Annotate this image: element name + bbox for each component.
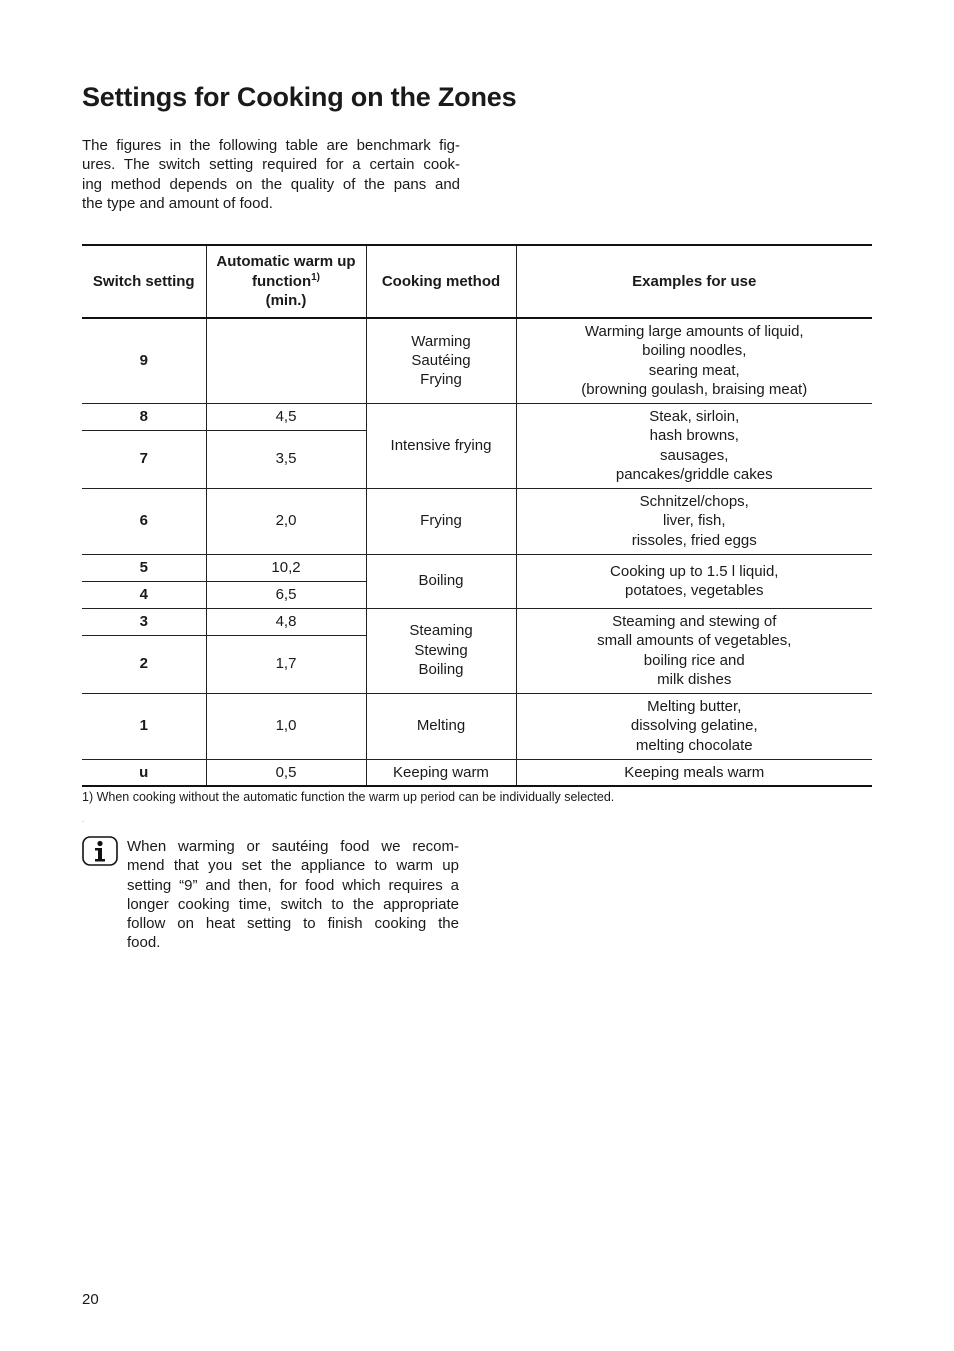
page-number: 20 [82,1291,99,1308]
intro-line: ing method depends on the quality of the pans and [82,175,460,193]
note-line: mend that you set the appliance to warm up [127,857,459,875]
table-footnote: 1) When cooking without the automatic function the warm up period can be individually selected. [82,790,615,804]
example-line: rissoles, fried eggs [631,531,757,549]
intro-line: the type and amount of food. [82,195,273,213]
example-line: sausages, [660,446,729,464]
header-switch-setting: Switch setting [82,245,206,318]
header-automatic-warm-up [206,245,366,318]
example-line: Warming large amounts of liquid, [584,322,804,340]
warm-up-cell: 4,5 [206,403,366,430]
examples-cell [516,403,872,488]
table-row [82,318,872,403]
switch-setting-cell: 2 [82,635,206,693]
cooking-method-cell [366,403,516,488]
note-line: follow on heat setting to finish cooking the [127,915,459,933]
cooking-settings-table [82,244,872,787]
method-line: Stewing [414,641,468,659]
examples-cell [516,759,872,786]
switch-setting-cell: 7 [82,430,206,488]
method-line: Sautéing [411,352,471,370]
method-line: Keeping warm [393,763,489,781]
warm-up-cell: 4,8 [206,608,366,635]
examples-cell [516,693,872,759]
example-line: boiling rice and [643,651,745,669]
table-row [82,554,872,581]
examples-cell [516,488,872,554]
warm-up-cell: 10,2 [206,554,366,581]
method-line: Frying [420,371,462,389]
method-line: Intensive frying [390,436,492,454]
table-row [82,488,872,554]
example-line: dissolving gelatine, [630,717,758,735]
warm-up-cell: 0,5 [206,759,366,786]
example-line: Steaming and stewing of [612,612,777,630]
header-auto-line2: function [251,272,312,290]
info-note [127,837,459,953]
example-line: hash browns, [649,427,739,445]
warm-up-cell: 2,0 [206,488,366,554]
table-row [82,693,872,759]
table-header-row [82,245,872,318]
example-line: Steak, sirloin, [649,407,740,425]
example-line: Keeping meals warm [624,763,765,781]
cooking-method-cell [366,318,516,403]
footnote-marker: 1) [311,271,321,283]
method-line: Steaming [409,622,473,640]
example-line: Melting butter, [647,697,742,715]
switch-setting-cell: 9 [82,318,206,403]
example-line: pancakes/griddle cakes [615,465,773,483]
example-line: Cooking up to 1.5 l liquid, [610,562,779,580]
examples-cell [516,554,872,608]
warm-up-cell: 1,7 [206,635,366,693]
warm-up-cell: 3,5 [206,430,366,488]
example-line: milk dishes [657,670,732,688]
method-line: Boiling [418,572,464,590]
header-auto-line3: (min.) [265,292,307,310]
example-line: small amounts of vegetables, [597,632,792,650]
cooking-method-cell [366,554,516,608]
intro-paragraph [82,136,460,214]
switch-setting-cell: 8 [82,403,206,430]
table-row [82,403,872,430]
example-line: Schnitzel/chops, [639,492,749,510]
examples-cell [516,318,872,403]
header-examples: Examples for use [516,245,872,318]
switch-setting-cell: u [82,759,206,786]
example-line: potatoes, vegetables [625,582,764,599]
switch-setting-cell: 6 [82,488,206,554]
note-line: longer cooking time, switch to the appropriate [127,895,459,913]
info-icon [82,836,118,866]
table-row [82,608,872,635]
example-line: (browning goulash, braising meat) [581,381,808,399]
cooking-method-cell [366,608,516,693]
switch-setting-cell: 5 [82,554,206,581]
note-line: setting “9” and then, for food which requires a [127,876,459,894]
examples-cell [516,608,872,693]
stray-mark: . [82,815,85,824]
cooking-method-cell [366,693,516,759]
intro-line: ures. The switch setting required for a certain cook- [82,156,460,174]
example-line: boiling noodles, [642,342,747,360]
example-line: liver, fish, [662,512,726,530]
cooking-method-cell [366,488,516,554]
page-title: Settings for Cooking on the Zones [82,82,517,112]
switch-setting-cell: 3 [82,608,206,635]
switch-setting-cell: 4 [82,581,206,608]
note-line: When warming or sautéing food we recom- [127,838,459,855]
note-line: food. [127,934,161,952]
warm-up-cell: 1,0 [206,693,366,759]
method-line: Frying [420,512,462,530]
table-row [82,759,872,786]
example-line: melting chocolate [635,736,753,754]
header-cooking-method: Cooking method [366,245,516,318]
intro-line: The figures in the following table are benchmark fig- [82,137,460,154]
method-line: Boiling [418,661,464,679]
method-line: Melting [416,717,466,735]
example-line: searing meat, [648,361,740,379]
method-line: Warming [411,332,471,350]
cooking-method-cell [366,759,516,786]
warm-up-cell: 6,5 [206,581,366,608]
warm-up-cell [206,318,366,403]
header-auto-line1: Automatic warm up [216,253,356,271]
switch-setting-cell: 1 [82,693,206,759]
